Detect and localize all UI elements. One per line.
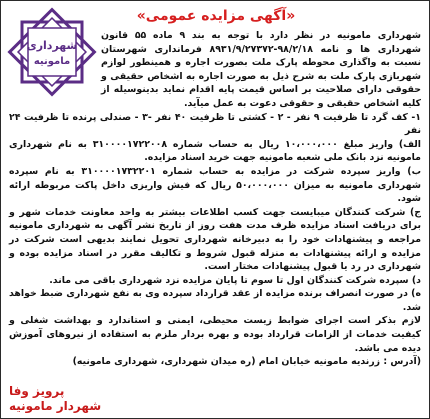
item-jim: ج) شرکت کنندگان میبایست جهت کسب اطلاعات بیشتر به واحد معاونت خدمات شهر و برای دریافت اسناد مزایده ظرف مدت هفت روز از تاریخ نشر آگهی به شهرداری مامونیه مراجعه و پیشنهادات خود را به دبیرخانه شهرداری تحویل نمایند بدیهی است شرکت در مزایده و ارائه پیشنهادات به منزله قبول شروط و تکالیف مقرر در اسناد مزایده بوده و شهرداری در رد یا قبول پیشنهادات مختار است. <box>9 206 421 273</box>
signature <box>9 384 149 414</box>
notice-body <box>9 29 421 382</box>
item-be: ب) واریز سپرده شرکت در مزایده به حساب شماره ۳۱۰۰۰۰۱۷۳۲۲۰۱ به نام سپرده شهرداری مامونیه به میزان ۵۰،۰۰۰،۰۰۰ ریال که فیش واریزی داخل پاکت مربوطه ارائه شود. <box>9 165 421 205</box>
logo-line2: مامونیه <box>33 56 71 67</box>
address: (آدرس : زرندیه مامونیه خیابان امام (ره میدان شهرداری، شهرداری مامونیه) <box>72 356 421 368</box>
signature-name: پرویز وفا <box>9 384 65 398</box>
title-box <box>136 5 296 27</box>
item-dal: د) سپرده شرکت کنندگان اول تا سوم تا پایان مزایده نزد شهرداری باقی می ماند. <box>49 274 421 286</box>
item-alef: الف) واریز مبلغ ۱۰،۰۰۰،۰۰۰ ریال به حساب شماره ۳۱۰۰۰۰۱۷۲۲۰۰۸ به نام شهرداری مامونیه نزد بانک ملی شعبه مامونیه جهت خرید اسناد مزایده. <box>9 138 421 164</box>
logo-line1: شهرداری <box>26 39 78 52</box>
signature-role: شهردار مامونیه <box>9 399 102 413</box>
item-1: ۱- کف گرد تا ظرفیت ۹ نفر - ۲ - کشتی تا ظرفیت ۴۰ نفر -۳ - صندلی پرنده تا ظرفیت ۲۴ نفر <box>9 111 421 137</box>
notice-title: «آگهی مزایده عمومی» <box>136 8 296 24</box>
item-note: لازم بذکر است اجرای ضوابط زیست محیطی، ایمنی و استاندارد و بهداشت شغلی و کیفیت خدمات از الزامات قرارداد بوده و بهره بردار ملزم به استفاده از نیروهای آموزش دیده می باشد. <box>9 315 421 354</box>
item-he: ه) در صورت انصراف برنده مزایده از عقد قرارداد سپرده وی به نفع شهرداری ضبط خواهد شد. <box>9 288 421 313</box>
intro-paragraph: شهرداری مامونیه در نظر دارد با توجه به بند ۹ ماده ۵۵ قانون شهرداری ها و نامه ۹۸/۲/۱۸-۸۹۳۱/۹/۲۷۳۷۲ فرمانداری شهرستان نسبت به واگذاری محوطه پارک ملت بصورت اجاره و همینطور لوازم شهربازی پارک ملت به شرح ذیل به صورت اجاره به اشخاص حقیقی و حقوقی دارای صلاحیت بر اساس قیمت پایه اقدام نماید بدینوسیله از کلیه اشخاص حقیقی و حقوقی دعوت به عمل میآید. <box>101 30 421 109</box>
